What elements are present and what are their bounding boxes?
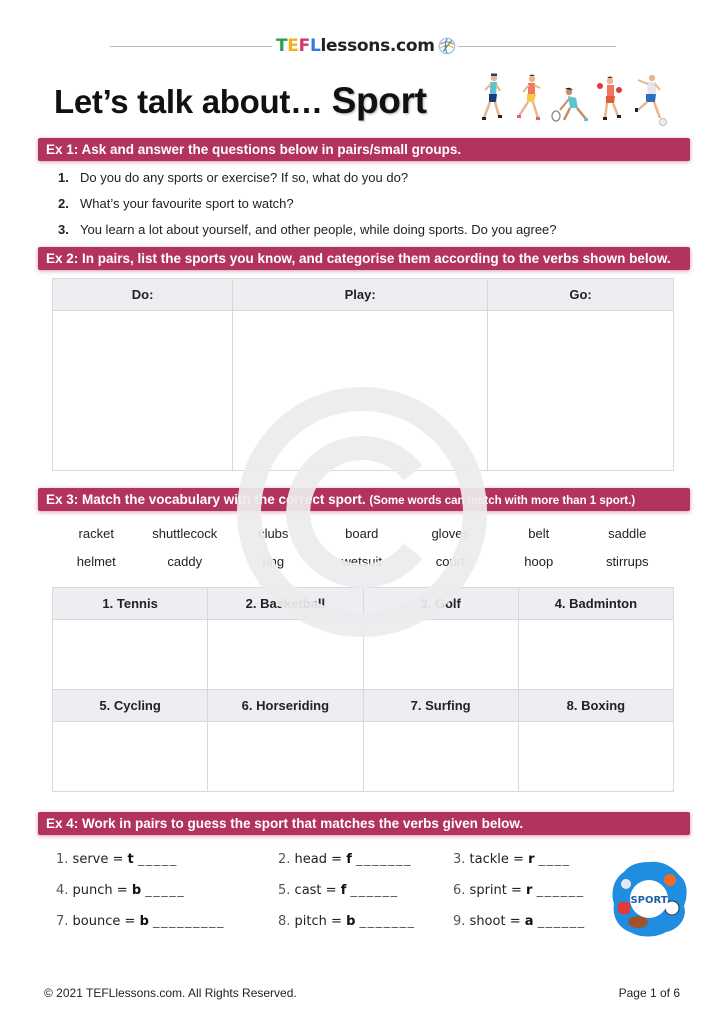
verb-item	[56, 852, 278, 883]
answer-first-letter: r	[528, 852, 535, 867]
verb-item	[278, 852, 453, 883]
equals-sign: =	[506, 883, 527, 898]
verb-number: 6.	[453, 883, 466, 898]
tennis-player-icon	[552, 88, 588, 121]
answer-blank[interactable]: _______	[359, 914, 416, 929]
do-answer-cell[interactable]	[53, 311, 233, 471]
globe-icon	[438, 37, 456, 55]
list-item	[58, 222, 557, 248]
sport-header-horseriding: 6. Horseriding	[208, 690, 363, 722]
verb-number: 8.	[278, 914, 291, 929]
vocab-word: saddle	[608, 526, 647, 541]
sport-badge-icon	[608, 858, 690, 940]
equals-sign: =	[112, 883, 132, 898]
list-item	[58, 196, 557, 222]
answer-blank[interactable]: ______	[536, 883, 585, 898]
badminton-answer-cell[interactable]	[518, 620, 673, 690]
ex1-instruction: Ex 1: Ask and answer the questions below in pairs/small groups.	[46, 142, 462, 157]
sport-header-basketball: 2. Basketball	[208, 588, 363, 620]
answer-first-letter: r	[526, 883, 533, 898]
ex2-category-table	[52, 278, 674, 471]
verb-item	[278, 883, 453, 914]
sport-header-boxing: 8. Boxing	[518, 690, 673, 722]
brand-logo	[276, 36, 456, 56]
column-header-go: Go:	[488, 279, 674, 311]
answer-blank[interactable]: _________	[153, 914, 226, 929]
verb-item	[278, 914, 453, 945]
question-number: 1.	[58, 170, 69, 185]
verb-text: punch	[72, 883, 113, 898]
athletes-illustration-icon	[472, 72, 668, 130]
verb-number: 4.	[56, 883, 69, 898]
question-text: Do you do any sports or exercise? If so, what do you do?	[80, 170, 409, 185]
question-number: 3.	[58, 222, 69, 237]
verb-row	[56, 914, 613, 945]
verb-number: 9.	[453, 914, 466, 929]
vocab-word: ring	[262, 554, 285, 569]
verb-item	[453, 852, 613, 883]
ex2-instruction: Ex 2: In pairs, list the sports you know, and categorise them according to the verbs shown below.	[46, 251, 671, 266]
vocab-word: racket	[78, 526, 114, 541]
verb-text: bounce	[72, 914, 121, 929]
ex4-verb-list	[56, 852, 613, 945]
answer-blank[interactable]: ____	[538, 852, 571, 867]
ex3-sport-table	[52, 587, 674, 792]
footer-copyright: © 2021 TEFLlessons.com. All Rights Reserved.	[44, 986, 297, 1000]
basketball-answer-cell[interactable]	[208, 620, 363, 690]
sport-badge-label: SPORT	[630, 895, 668, 906]
verb-text: sprint	[469, 883, 507, 898]
ex2-banner	[38, 247, 690, 270]
horseriding-answer-cell[interactable]	[208, 722, 363, 792]
verb-text: cast	[294, 883, 322, 898]
vocab-word: hoop	[524, 554, 554, 569]
vocab-word: gloves	[431, 526, 470, 541]
verb-number: 3.	[453, 852, 466, 867]
ex4-instruction: Ex 4: Work in pairs to guess the sport that matches the verbs given below.	[46, 816, 524, 831]
column-header-play: Play:	[233, 279, 488, 311]
sport-header-badminton: 4. Badminton	[518, 588, 673, 620]
ex3-instruction: Ex 3: Match the vocabulary with the correct sport.	[46, 492, 370, 507]
question-text: You learn a lot about yourself, and other people, while doing sports. Do you agree?	[80, 222, 557, 237]
verb-number: 2.	[278, 852, 291, 867]
verb-number: 7.	[56, 914, 69, 929]
surfing-answer-cell[interactable]	[363, 722, 518, 792]
vocabulary-word-bank	[52, 526, 672, 582]
vocab-word: wetsuit	[341, 554, 382, 569]
verb-text: head	[294, 852, 328, 867]
verb-row	[56, 852, 613, 883]
vocab-row	[52, 526, 672, 554]
verb-row	[56, 883, 613, 914]
column-header-do: Do:	[53, 279, 233, 311]
footballer-icon	[635, 75, 667, 126]
answer-blank[interactable]: _____	[145, 883, 186, 898]
golf-answer-cell[interactable]	[363, 620, 518, 690]
answer-first-letter: t	[127, 852, 134, 867]
runner-icon	[482, 74, 502, 121]
vocab-word: shuttlecock	[152, 526, 218, 541]
page-title	[54, 80, 427, 122]
boxing-answer-cell[interactable]	[518, 722, 673, 792]
vocab-word: belt	[528, 526, 550, 541]
brand-letter-l: L	[309, 36, 321, 56]
runner-female-icon	[517, 75, 540, 121]
brand-text: lessons.com	[320, 36, 435, 56]
ex3-note: (Some words can match with more than 1 sport.)	[369, 495, 636, 507]
sport-header-tennis: 1. Tennis	[53, 588, 208, 620]
vocab-word: stirrups	[605, 554, 649, 569]
answer-first-letter: f	[346, 852, 352, 867]
vocab-word: helmet	[76, 554, 116, 569]
equals-sign: =	[321, 883, 341, 898]
title-prefix: Let’s talk about…	[54, 83, 332, 120]
answer-first-letter: f	[340, 883, 347, 898]
answer-first-letter: b	[139, 914, 149, 929]
brand-letter-f: F	[298, 36, 310, 56]
vocab-word: court	[435, 554, 465, 569]
question-text: What’s your favourite sport to watch?	[80, 196, 294, 211]
equals-sign: =	[505, 914, 525, 929]
title-topic: Sport	[331, 80, 427, 121]
verb-text: serve	[72, 852, 109, 867]
cycling-answer-cell[interactable]	[53, 722, 208, 792]
tennis-answer-cell[interactable]	[53, 620, 208, 690]
boxer-icon	[597, 77, 622, 121]
question-number: 2.	[58, 196, 69, 211]
answer-blank[interactable]: _____	[137, 852, 178, 867]
answer-blank[interactable]: ______	[537, 914, 586, 929]
verb-number: 5.	[278, 883, 291, 898]
ex1-question-list	[58, 170, 557, 248]
answer-blank[interactable]: ______	[350, 883, 399, 898]
sport-header-cycling: 5. Cycling	[53, 690, 208, 722]
brand-letter-e: E	[287, 36, 299, 56]
header-rule-right	[458, 46, 616, 47]
page-number: Page 1 of 6	[618, 986, 680, 1000]
verb-item	[453, 883, 613, 914]
answer-first-letter: b	[346, 914, 356, 929]
answer-first-letter: a	[524, 914, 534, 929]
ex4-banner	[38, 812, 690, 835]
ex3-banner	[38, 488, 690, 511]
answer-first-letter: b	[131, 883, 142, 898]
verb-item	[56, 883, 278, 914]
verb-text: shoot	[469, 914, 506, 929]
list-item	[58, 170, 557, 196]
vocab-word: clubs	[258, 526, 289, 541]
verb-text: tackle	[469, 852, 509, 867]
equals-sign: =	[108, 852, 128, 867]
equals-sign: =	[327, 852, 347, 867]
verb-number: 1.	[56, 852, 69, 867]
vocab-row	[52, 554, 672, 582]
equals-sign: =	[508, 852, 529, 867]
sport-header-surfing: 7. Surfing	[363, 690, 518, 722]
header-rule-left	[110, 46, 272, 47]
verb-item	[56, 914, 278, 945]
equals-sign: =	[120, 914, 140, 929]
verb-text: pitch	[294, 914, 327, 929]
equals-sign: =	[326, 914, 347, 929]
play-answer-cell[interactable]	[233, 311, 488, 471]
vocab-word: board	[345, 526, 379, 541]
answer-blank[interactable]: _______	[355, 852, 412, 867]
verb-item	[453, 914, 613, 945]
brand-letter-t: T	[276, 36, 288, 56]
vocab-word: caddy	[167, 554, 203, 569]
ex1-banner	[38, 138, 690, 161]
sport-header-golf: 3. Golf	[363, 588, 518, 620]
go-answer-cell[interactable]	[488, 311, 674, 471]
